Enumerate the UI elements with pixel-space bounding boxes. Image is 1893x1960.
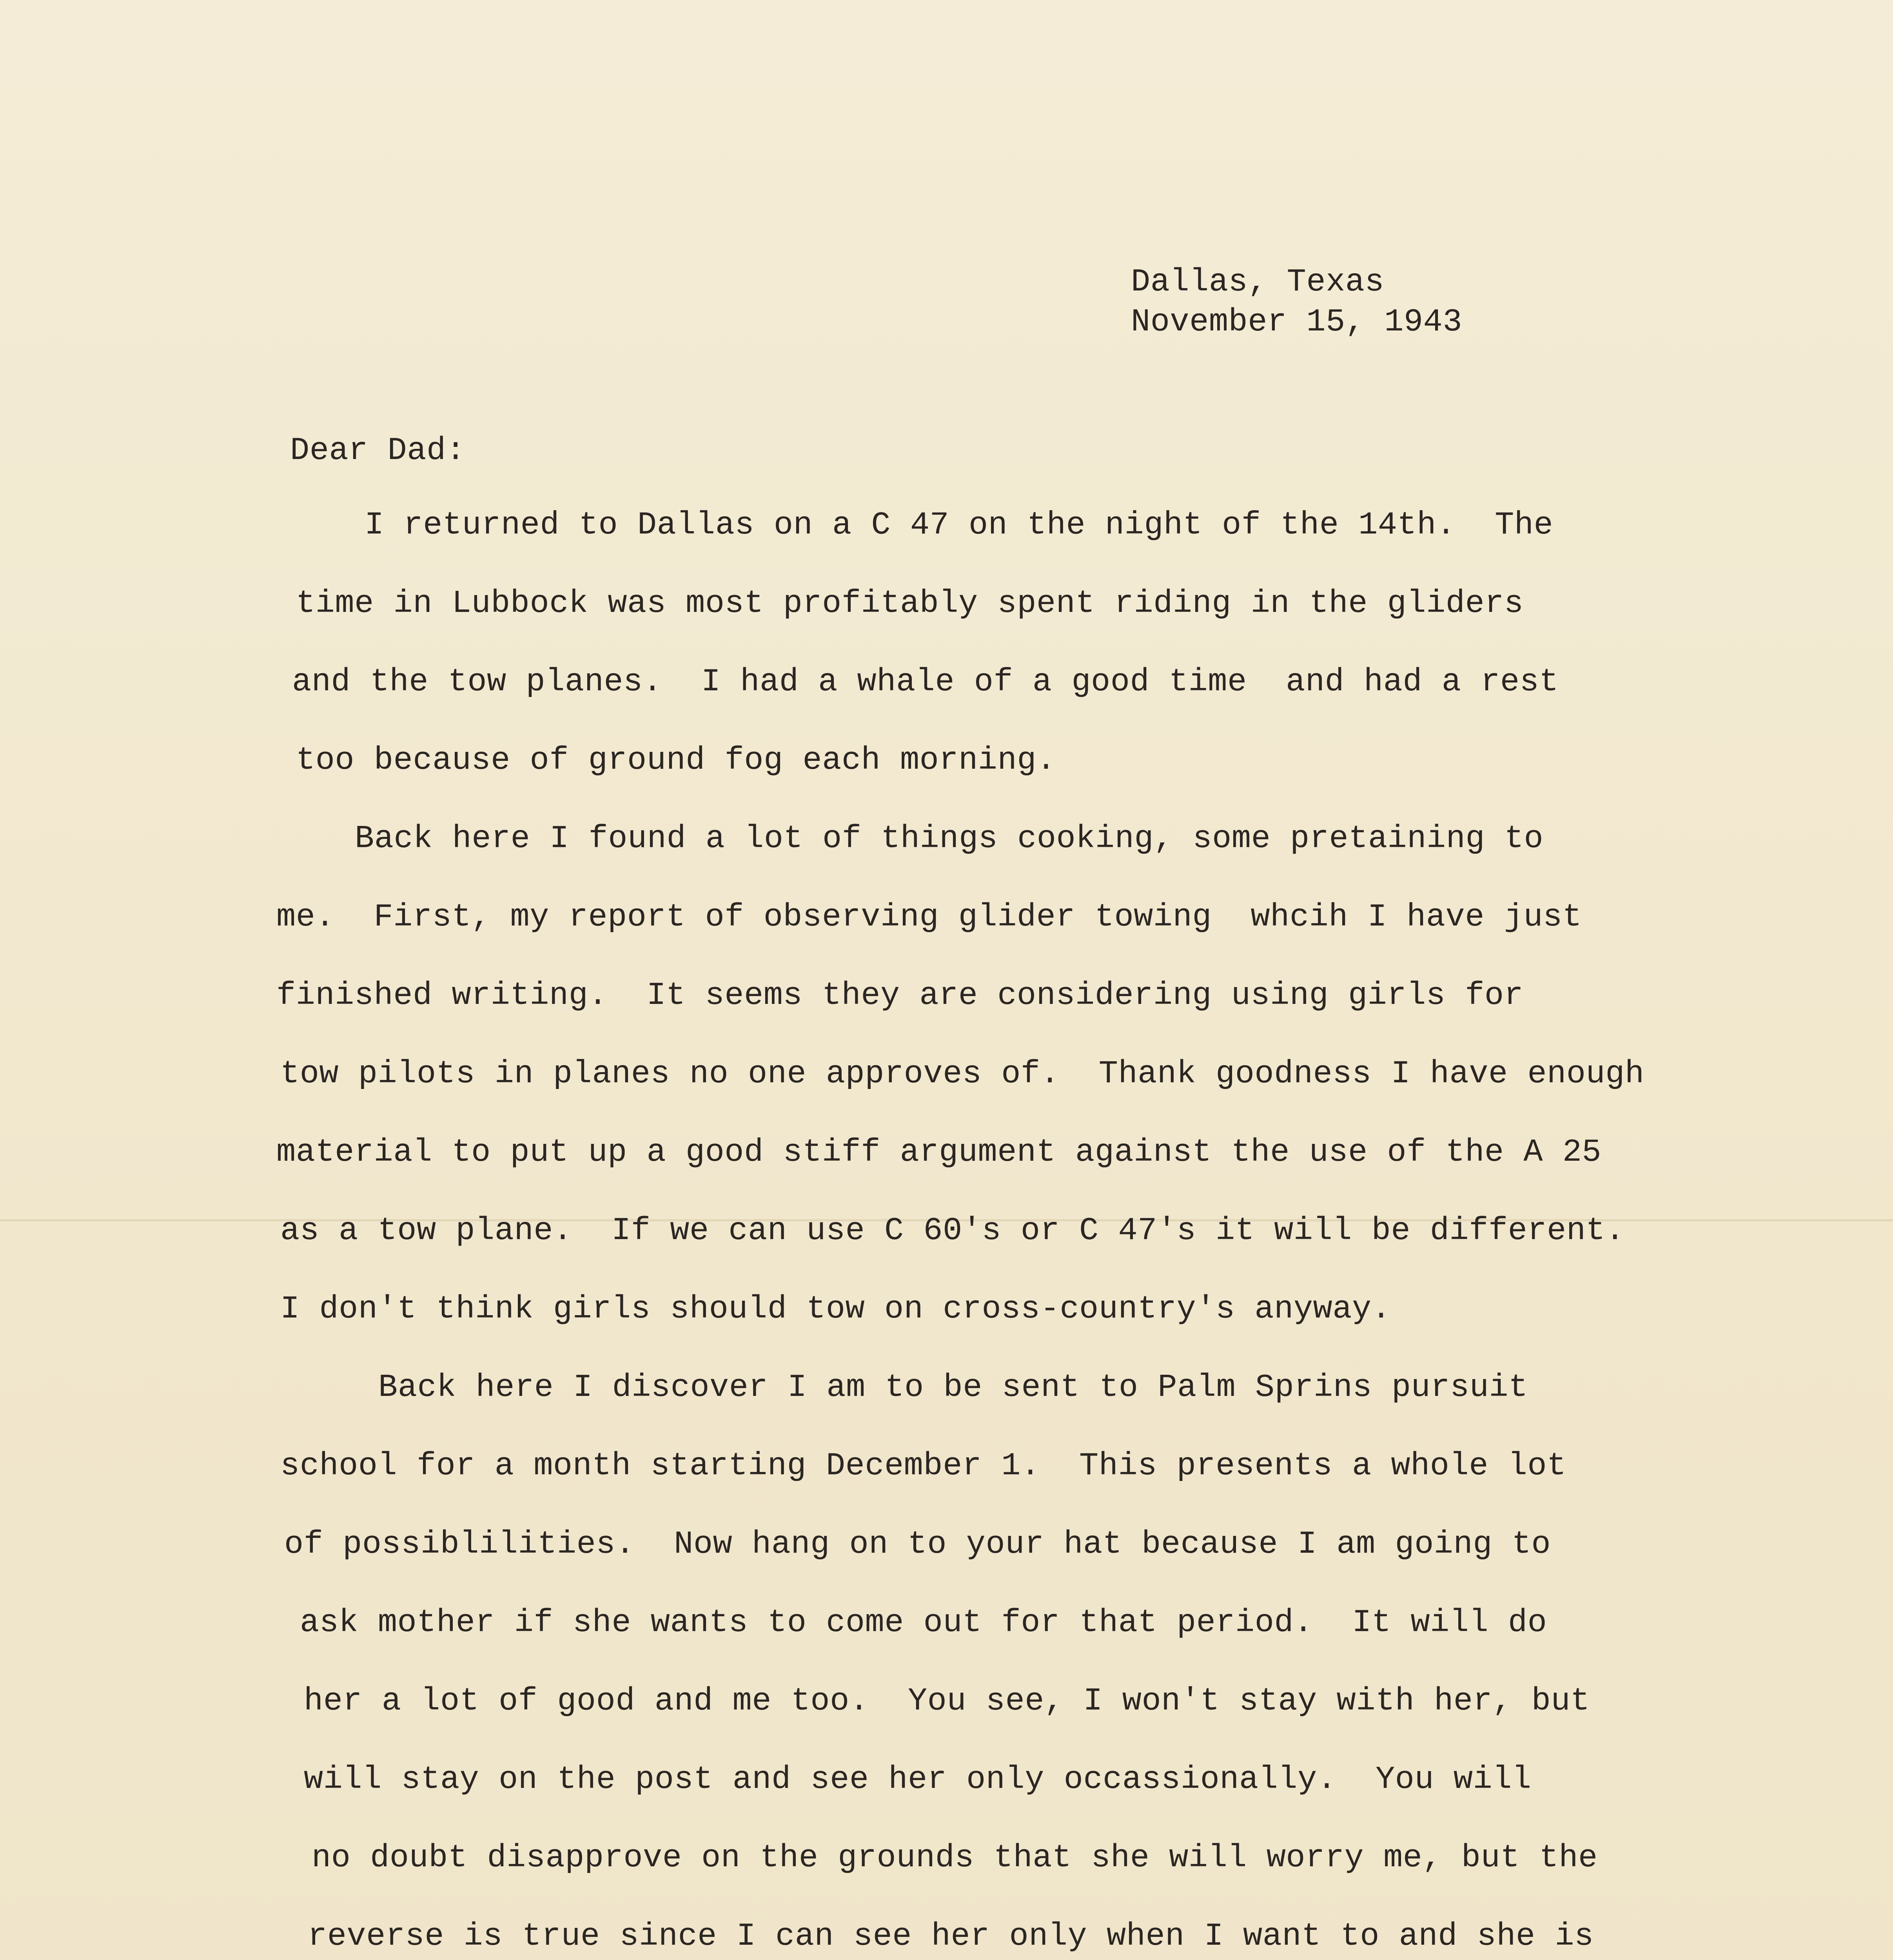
body-line: tow pilots in planes no one approves of. Thank goodness I have enough (280, 1056, 1644, 1092)
body-line: I returned to Dallas on a C 47 on the night of the 14th. The (365, 507, 1554, 543)
body-line: time in Lubbock was most profitably spent riding in the gliders (296, 585, 1524, 622)
body-line: finished writing. It seems they are considering using girls for (276, 977, 1524, 1014)
body-line: I don't think girls should tow on cross-country's anyway. (280, 1291, 1391, 1327)
body-line: school for a month starting December 1. This presents a whole lot (280, 1448, 1566, 1484)
salutation: Dear Dad: (290, 432, 466, 469)
heading-place: Dallas, Texas (1131, 264, 1385, 300)
body-line: her a lot of good and me too. You see, I won't stay with her, but (304, 1683, 1590, 1719)
body-line: no doubt disapprove on the grounds that she will worry me, but the (312, 1840, 1598, 1876)
body-line: ask mother if she wants to come out for that period. It will do (300, 1604, 1547, 1641)
body-line: Back here I discover I am to be sent to Palm Sprins pursuit (378, 1369, 1528, 1406)
body-line: as a tow plane. If we can use C 60's or C 47's it will be different. (280, 1212, 1625, 1249)
body-line: of possiblilities. Now hang on to your hat because I am going to (284, 1526, 1551, 1563)
body-line: Back here I found a lot of things cooking, some pretaining to (355, 820, 1544, 857)
body-line: too because of ground fog each morning. (296, 742, 1056, 779)
body-line: reverse is true since I can see her only when I want to and she is (308, 1918, 1594, 1955)
heading-date: November 15, 1943 (1131, 304, 1463, 340)
body-line: me. First, my report of observing glider towing whcih I have just (276, 899, 1582, 935)
body-line: and the tow planes. I had a whale of a good time and had a rest (292, 664, 1559, 700)
body-line: will stay on the post and see her only occassionally. You will (304, 1761, 1532, 1798)
body-line: material to put up a good stiff argument against the use of the A 25 (276, 1134, 1602, 1171)
